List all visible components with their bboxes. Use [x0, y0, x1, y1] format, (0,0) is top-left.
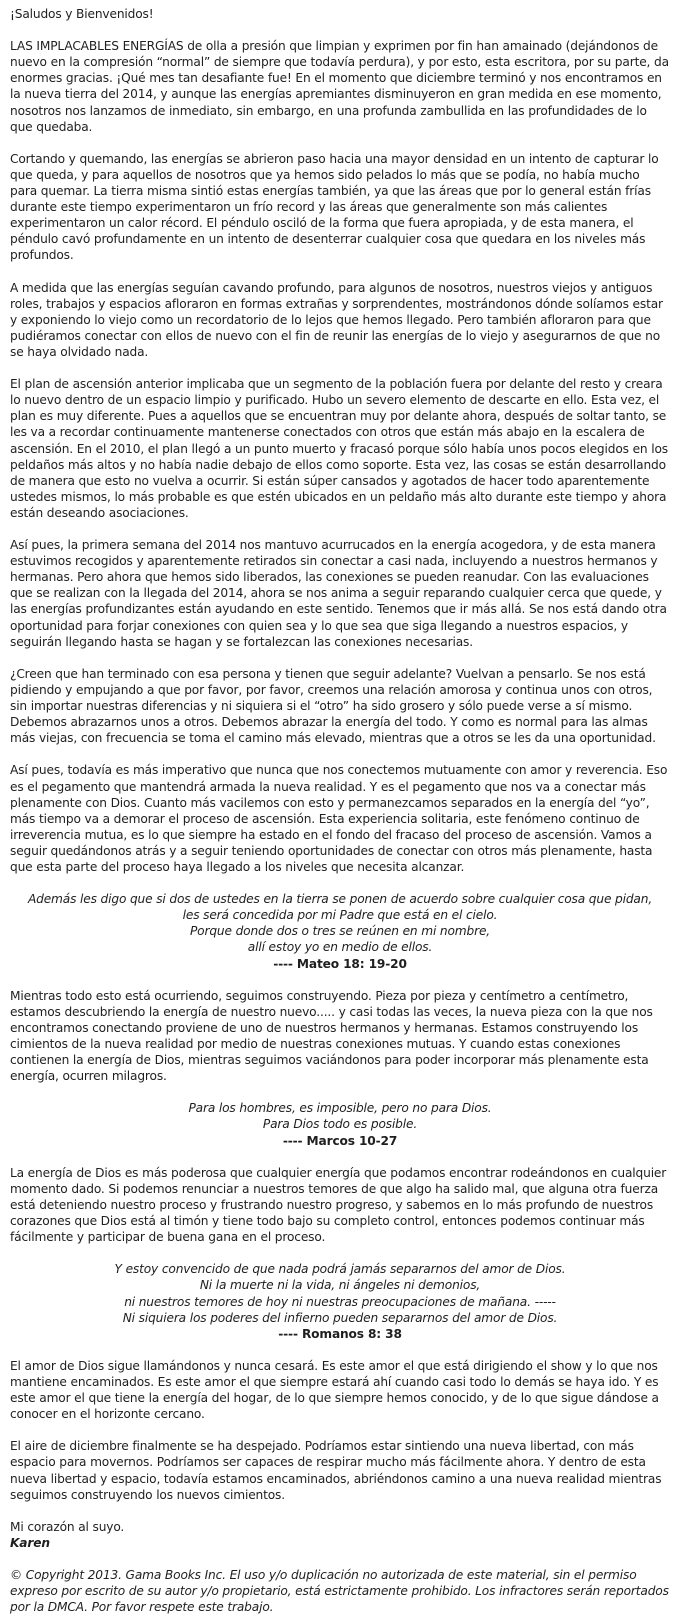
greeting: ¡Saludos y Bienvenidos!	[10, 7, 154, 21]
quote-line: Porque donde dos o tres se reúnen en mi nombre,	[189, 924, 491, 939]
signature-closing: Mi corazón al suyo.	[10, 1519, 125, 1534]
quote-line: allí estoy yo en medio de ellos.	[247, 940, 433, 955]
quote-line: les será concedida por mi Padre que está en el cielo.	[182, 908, 498, 923]
scripture-quote-mateo	[10, 891, 670, 971]
paragraph: Cortando y quemando, las energías se abrieron paso hacia una mayor densidad en un intento de capturar lo que queda, y para aquellos de nosotros que ya hemos sido pelados lo más que se podía, no había mucho para quemar. La tierra misma sintió estas energías también, ya que las áreas que por lo general están frías durante este tiempo experimentaron un frío record y las áreas que generalmente son más calientes experimentaron un calor récord. El péndulo osciló de la forma que fuera apropiada, y de esta manera, el péndulo cavó profundamente en un intento de desenterrar cualquier cosa que quedara en los niveles más profundos.	[10, 151, 659, 263]
paragraph: El aire de diciembre finalmente se ha despejado. Podríamos estar sintiendo una nueva libertad, con más espacio para movernos. Podríamos ser capaces de respirar mucho más fácilmente ahora. Y dentro de esta nueva libertad y espacio, todavía estamos encaminados, abriéndonos camino a una nueva realidad mientras seguimos construyendo los nuevos cimientos.	[10, 1439, 662, 1502]
copyright-notice: © Copyright 2013. Gama Books Inc. El uso y/o duplicación no autorizada de este material, sin el permiso expreso por escrito de su autor y/o propietario, está estrictamente prohibido. Los infractores serán reportados por la DMCA. Por favor respete este trabajo.	[10, 1568, 669, 1615]
author-name: Karen	[10, 1535, 50, 1550]
quote-reference: ---- Romanos 8: 38	[278, 1326, 402, 1341]
quote-line: Para Dios todo es posible.	[262, 1117, 418, 1132]
scripture-quote-marcos	[10, 1100, 670, 1148]
quote-line: Ni siquiera los poderes del infierno pueden separarnos del amor de Dios.	[122, 1310, 558, 1325]
quote-line: Ni la muerte ni la vida, ni ángeles ni demonios,	[199, 1278, 481, 1293]
quote-reference: ---- Marcos 10-27	[282, 1133, 398, 1148]
paragraph: ¿Creen que han terminado con esa persona y tienen que seguir adelante? Vuelvan a pensarlo. Se nos está pidiendo y empujando a que por favor, por favor, creemos una relación amorosa y continua unos con otros, sin importar nuestras diferencias y ni siquiera si el “otro” ha sido grosero y sólo puede verse a sí mismo. Debemos abrazarnos unos a otros. Debemos abrazar la energía del todo. Y como es normal para las almas más viejas, con frecuencia se toma el camino más elevado, mientras que a otros se les da una oportunidad.	[10, 666, 656, 746]
quote-reference: ---- Mateo 18: 19-20	[273, 956, 407, 971]
paragraph: La energía de Dios es más poderosa que cualquier energía que podamos encontrar rodeándonos en cualquier momento dado. Si podemos renunciar a nuestros temores de que algo ha salido mal, que alguna otra fuerza está deteniendo nuestro proceso y frustrando nuestro progreso, y sabemos en lo más profundo de nuestros corazones que Dios está al timón y tiene todo bajo su completo control, entonces podemos continuar más fácilmente y participar de buena gana en el proceso.	[10, 1165, 667, 1245]
paragraph: A medida que las energías seguían cavando profundo, para algunos de nosotros, nuestros viejos y antiguos roles, trabajos y espacios afloraron en formas extrañas y sorprendentes, mostrándonos dónde solíamos estar y exponiendo lo viejo como un recordatorio de lo lejos que hemos llegado. Pero también afloraron para que pudiéramos conectar con ellos de nuevo con el fin de reunir las energías de lo viejo y asegurarnos de que no se haya olvidado nada.	[10, 280, 663, 359]
paragraph: LAS IMPLACABLES ENERGÍAS de olla a presión que limpian y exprimen por fin han amainado (dejándonos de nuevo en la compresión “normal” de siempre que todavía perdura), y por esto, esta escritora, por su parte, da enormes gracias. ¡Qué mes tan desafiante fue! En el momento que diciembre terminó y nos encontramos en la nueva tierra del 2014, y aunque las energías apremiantes disminuyeron en gran medida en ese momento, nosotros nos lanzamos de inmediato, sin embargo, en una profunda zambullida en las profundidades de lo que quedaba.	[10, 39, 669, 134]
quote-line: Para los hombres, es imposible, pero no para Dios.	[188, 1101, 492, 1116]
paragraph: Así pues, todavía es más imperativo que nunca que nos conectemos mutuamente con amor y reverencia. Eso es el pegamento que mantendrá armada la nueva realidad. Y es el pegamento que nos va a conectar más plenamente con Dios. Cuanto más vacilemos con esto y permanezcamos separados en la energía del “yo”, más tiempo va a demorar el proceso de ascensión. Esta experiencia solitaria, este fenómeno continuo de irreverencia mutua, es lo que siempre ha estado en el fondo del fracaso del proceso de ascensión. Vamos a seguir quedándonos atrás y a seguir teniendo oportunidades de conectar con otros más plenamente, hasta que esta parte del proceso haya llegado a los niveles que necesita alcanzar.	[10, 763, 668, 874]
signature	[10, 1519, 670, 1551]
quote-line: Y estoy convencido de que nada podrá jamás separarnos del amor de Dios.	[114, 1262, 566, 1277]
paragraph: El amor de Dios sigue llamándonos y nunca cesará. Es este amor el que está dirigiendo el show y lo que nos mantiene encaminados. Es este amor el que siempre estará ahí cuando casi todo lo demás se haya ido. Y es este amor el que tiene la energía del hogar, de lo que siempre hemos conocido, y de lo que sigue dándose a conocer en el horizonte cercano.	[10, 1358, 659, 1422]
paragraph: El plan de ascensión anterior implicaba que un segmento de la población fuera por delante del resto y creara lo nuevo dentro de un espacio limpio y purificado. Hubo un severo elemento de descarte en ello. Esta vez, el plan es muy diferente. Pues a aquellos que se encuentran muy por delante ahora, después de soltar tanto, se les va a recordar continuamente mantenerse conectados con otros que están más abajo en la escalera de ascensión. En el 2010, el plan llegó a un punto muerto y fracasó porque sólo había unos pocos elegidos en los peldaños más altos y no había nadie debajo de ellos como soporte. Esta vez, las cosas se están desarrollando de manera que esto no vuelva a ocurrir. Si están súper cansados y agotados de hacer todo aparentemente ustedes mismos, lo más probable es que estén ubicados en un peldaño más alto durante este tiempo y ahora están deseando asociaciones.	[10, 377, 668, 520]
paragraph: Mientras todo esto está ocurriendo, seguimos construyendo. Pieza por pieza y centímetro a centímetro, estamos descubriendo la energía de nuestro nuevo..... y casi todas las veces, la nueva pieza con la que nos encontramos conectando proviene de uno de nuestros hermanos y hermanas. Estamos construyendo los cimientos de la nueva realidad por medio de nuestras conexiones mutuas. Y cuando estas conexiones contienen la energía de Dios, mientras seguimos vaciándonos para poder incorporar más plenamente esta energía, ocurren milagros.	[10, 988, 653, 1084]
quote-line: ni nuestros temores de hoy ni nuestras preocupaciones de mañana. -----	[124, 1294, 556, 1309]
paragraph: Así pues, la primera semana del 2014 nos mantuvo acurrucados en la energía acogedora, y de esta manera estuvimos recogidos y aparentemente retirados sin conectar a casi nada, incluyendo a nuestros hermanos y hermanas. Pero ahora que hemos sido liberados, las conexiones se pueden reanudar. Con las evaluaciones que se realizan con la llegada del 2014, ahora se nos anima a seguir reparando cualquier cerca que quede, y las energías profundizantes están ayudando en este sentido. Tenemos que ir más allá. Se nos está dando otra oportunidad para forjar conexiones con quien sea y lo que sea que siga llegando a nuestros espacios, y seguirán llegando hasta se hagan y se fortalezcan las conexiones necesarias.	[10, 538, 667, 649]
scripture-quote-romanos	[10, 1261, 670, 1341]
quote-line: Además les digo que si dos de ustedes en la tierra se ponen de acuerdo sobre cualquier cosa que pidan,	[27, 892, 653, 907]
